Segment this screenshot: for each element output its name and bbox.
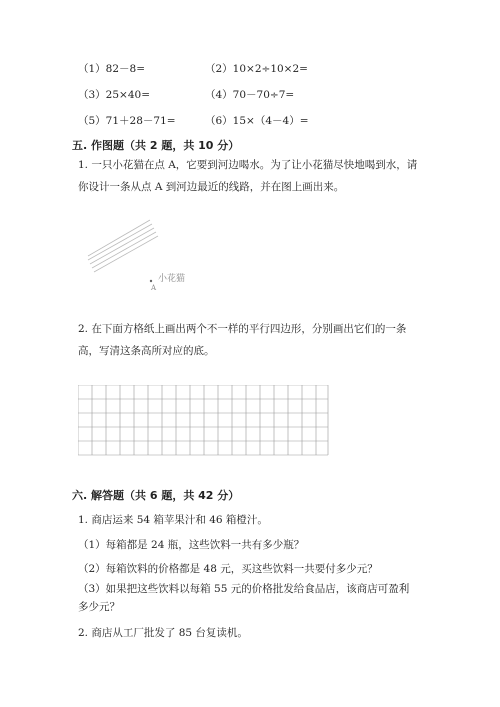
question-6-1-part-1: （1）每箱都是 24 瓶，这些饮料一共有多少瓶？ xyxy=(78,539,305,551)
calc-item-5: （5）71＋28－71= xyxy=(78,115,176,127)
cat-label: 小花猫 xyxy=(158,274,186,284)
question-5-2: 2. 在下面方格纸上画出两个不一样的平行四边形，分别画出它们的一条高，写清这条高所对应的底。 xyxy=(78,323,407,357)
question-6-1: 1. 商店运来 54 箱苹果汁和 46 箱橙汁。 xyxy=(78,514,268,526)
river-figure xyxy=(80,218,210,298)
question-6-1-part-2: （2）每箱饮料的价格都是 48 元，买这些饮料一共要付多少元？ xyxy=(78,563,378,575)
calc-item-4: （4）70－70÷7= xyxy=(205,89,295,101)
river-line xyxy=(88,220,150,256)
calc-item-1: （1）82－8= xyxy=(78,63,146,75)
question-5-1: 1. 一只小花猫在点 A，它要到河边喝水。为了让小花猫尽快地喝到水，请你设计一条从点 A 到河边最近的线路，并在图上画出来。 xyxy=(78,159,418,193)
calc-item-3: （3）25×40= xyxy=(78,89,150,101)
river-line xyxy=(94,236,158,272)
point-a-label: A xyxy=(151,284,157,292)
river-line xyxy=(90,228,154,264)
question-6-2: 2. 商店从工厂批发了 85 台复读机。 xyxy=(78,627,248,639)
calc-item-6: （6）15×（4－4）= xyxy=(205,115,309,127)
calc-item-2: （2）10×2÷10×2= xyxy=(205,63,308,75)
river-line xyxy=(92,232,156,268)
grid-paper xyxy=(78,385,333,457)
section-6-heading: 六. 解答题（共 6 题，共 42 分） xyxy=(72,489,240,502)
question-6-1-part-3: （3）如果把这些饮料以每箱 55 元的价格批发给食品店，该商店可盈利多少元？ xyxy=(78,583,410,613)
river-line xyxy=(88,224,152,260)
section-5-heading: 五. 作图题（共 2 题，共 10 分） xyxy=(72,139,240,152)
